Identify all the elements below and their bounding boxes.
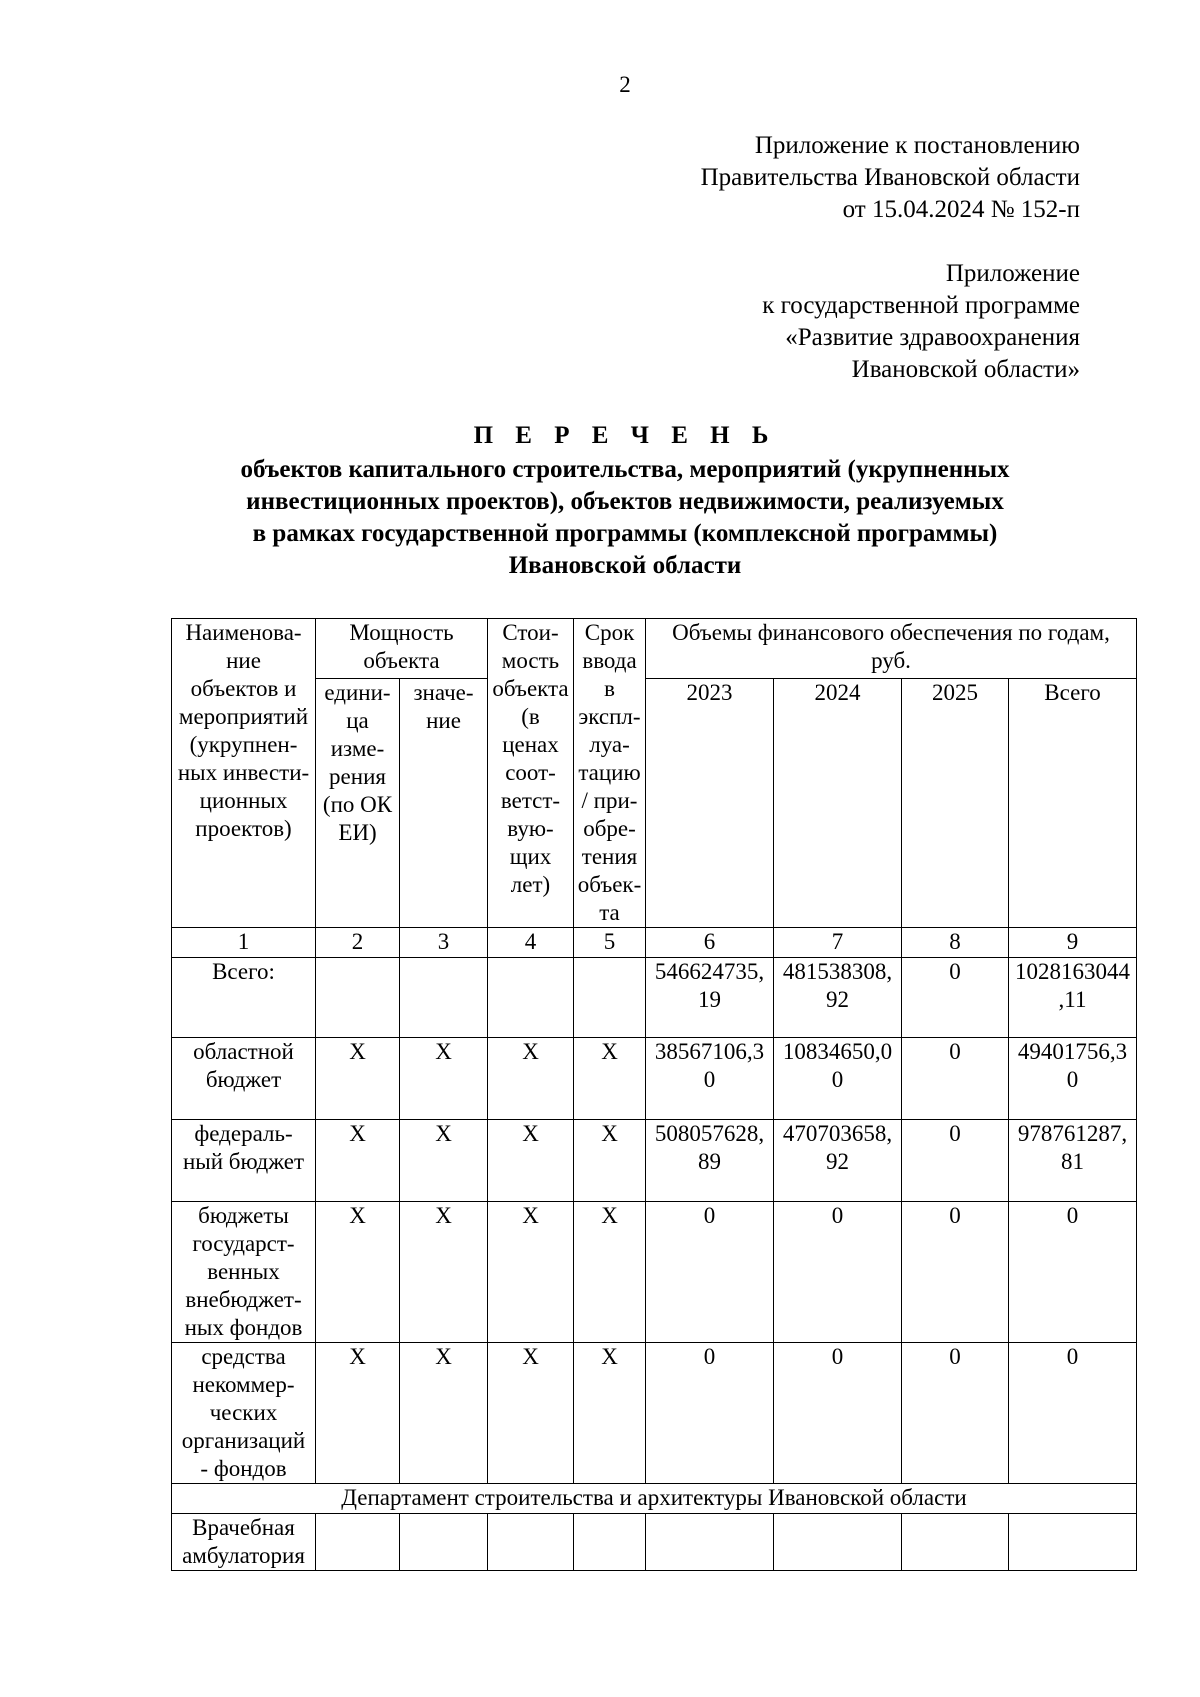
table-row xyxy=(172,1514,1137,1571)
empty-cell xyxy=(488,1514,574,1571)
column-number: 1 xyxy=(172,928,316,958)
title-line: инвестиционных проектов), объектов недвижимости, реализуемых xyxy=(246,488,1004,515)
empty-cell xyxy=(1009,1514,1137,1571)
empty-cell xyxy=(646,1514,774,1571)
table-row xyxy=(172,1202,1137,1343)
row-mark: Х xyxy=(574,1343,646,1484)
objects-table xyxy=(171,618,1137,1571)
column-number: 3 xyxy=(400,928,488,958)
value-2025: 0 xyxy=(902,1038,1009,1120)
column-number: 7 xyxy=(774,928,902,958)
value-2025: 0 xyxy=(902,1343,1009,1484)
value-2023: 0 xyxy=(646,1343,774,1484)
empty-cell xyxy=(902,1514,1009,1571)
title-line: Ивановской области xyxy=(508,552,742,579)
value-total: 0 xyxy=(1009,1343,1137,1484)
header-capacity: Мощность объекта xyxy=(316,619,488,679)
row-mark: Х xyxy=(400,1343,488,1484)
row-mark xyxy=(488,958,574,1038)
header-term: Срок ввода в экспл- луа- тацию / при- обре- тения объек- та xyxy=(574,619,646,928)
header-name: Наименова- ние объектов и мероприятий (укрупнен- ных инвести- ционных проектов) xyxy=(172,619,316,928)
column-number: 8 xyxy=(902,928,1009,958)
header-cost: Стои- мость объекта (в ценах соот- ветст- вую- щих лет) xyxy=(488,619,574,928)
row-mark: Х xyxy=(316,1202,400,1343)
appendix-line: от 15.04.2024 № 152-п xyxy=(842,196,1080,223)
appendix-line: Приложение к постановлению xyxy=(754,132,1080,159)
document-title xyxy=(175,420,1075,582)
row-mark xyxy=(400,958,488,1038)
value-total: 978761287, 81 xyxy=(1009,1120,1137,1202)
header-2025: 2025 xyxy=(902,679,1009,928)
row-mark: Х xyxy=(316,1120,400,1202)
value-2023: 508057628, 89 xyxy=(646,1120,774,1202)
value-2024: 481538308, 92 xyxy=(774,958,902,1038)
value-2024: 10834650,0 0 xyxy=(774,1038,902,1120)
row-mark: Х xyxy=(574,1202,646,1343)
row-name: Всего: xyxy=(172,958,316,1038)
column-number: 9 xyxy=(1009,928,1137,958)
value-total: 1028163044 ,11 xyxy=(1009,958,1137,1038)
value-total: 49401756,3 0 xyxy=(1009,1038,1137,1120)
department-row xyxy=(172,1484,1137,1514)
value-2023: 38567106,3 0 xyxy=(646,1038,774,1120)
appendix-line: к государственной программе xyxy=(762,292,1080,319)
department-cell: Департамент строительства и архитектуры Ивановской области xyxy=(172,1484,1137,1514)
row-mark xyxy=(316,958,400,1038)
row-mark: Х xyxy=(400,1120,488,1202)
row-mark: Х xyxy=(316,1343,400,1484)
row-mark: Х xyxy=(488,1120,574,1202)
value-2023: 546624735, 19 xyxy=(646,958,774,1038)
header-funding: Объемы финансового обеспечения по годам, руб. xyxy=(646,619,1137,679)
appendix-line: Ивановской области» xyxy=(851,356,1080,383)
empty-cell xyxy=(316,1514,400,1571)
row-mark: Х xyxy=(574,1120,646,1202)
appendix-line: Правительства Ивановской области xyxy=(700,164,1080,191)
column-numbers-row xyxy=(172,928,1137,958)
header-row-2 xyxy=(172,679,1137,928)
row-name: областной бюджет xyxy=(172,1038,316,1120)
value-2023: 0 xyxy=(646,1202,774,1343)
row-name: Врачебная амбулатория xyxy=(172,1514,316,1571)
header-total: Всего xyxy=(1009,679,1137,928)
table-row xyxy=(172,1038,1137,1120)
table-row xyxy=(172,1343,1137,1484)
row-mark: Х xyxy=(488,1343,574,1484)
row-mark xyxy=(574,958,646,1038)
row-mark: Х xyxy=(574,1038,646,1120)
row-name: средства некоммер- ческих организаций - фондов xyxy=(172,1343,316,1484)
row-name: федераль- ный бюджет xyxy=(172,1120,316,1202)
appendix-line: «Развитие здравоохранения xyxy=(785,324,1080,351)
value-2024: 0 xyxy=(774,1343,902,1484)
row-name: бюджеты государст- венных внебюджет- ных фондов xyxy=(172,1202,316,1343)
column-number: 4 xyxy=(488,928,574,958)
value-2024: 0 xyxy=(774,1202,902,1343)
title-line: в рамках государственной программы (комплексной программы) xyxy=(252,520,998,547)
header-value: значе- ние xyxy=(400,679,488,928)
row-mark: Х xyxy=(316,1038,400,1120)
title-line: объектов капитального строительства, мероприятий (укрупненных xyxy=(240,456,1010,483)
column-number: 2 xyxy=(316,928,400,958)
empty-cell xyxy=(400,1514,488,1571)
title-main: П Е Р Е Ч Е Н Ь xyxy=(473,422,777,449)
value-2024: 470703658, 92 xyxy=(774,1120,902,1202)
header-row-1 xyxy=(172,619,1137,679)
header-2023: 2023 xyxy=(646,679,774,928)
appendix-resolution-note xyxy=(701,130,1080,226)
column-number: 5 xyxy=(574,928,646,958)
value-2025: 0 xyxy=(902,1120,1009,1202)
column-number: 6 xyxy=(646,928,774,958)
table-row xyxy=(172,958,1137,1038)
value-2025: 0 xyxy=(902,1202,1009,1343)
empty-cell xyxy=(774,1514,902,1571)
value-2025: 0 xyxy=(902,958,1009,1038)
row-mark: Х xyxy=(488,1038,574,1120)
value-total: 0 xyxy=(1009,1202,1137,1343)
row-mark: Х xyxy=(400,1038,488,1120)
header-unit: едини- ца изме- рения (по ОК ЕИ) xyxy=(316,679,400,928)
row-mark: Х xyxy=(400,1202,488,1343)
header-2024: 2024 xyxy=(774,679,902,928)
page-number: 2 xyxy=(619,72,631,97)
table-row xyxy=(172,1120,1137,1202)
appendix-program-note xyxy=(762,258,1080,386)
appendix-line: Приложение xyxy=(945,260,1080,287)
empty-cell xyxy=(574,1514,646,1571)
row-mark: Х xyxy=(488,1202,574,1343)
